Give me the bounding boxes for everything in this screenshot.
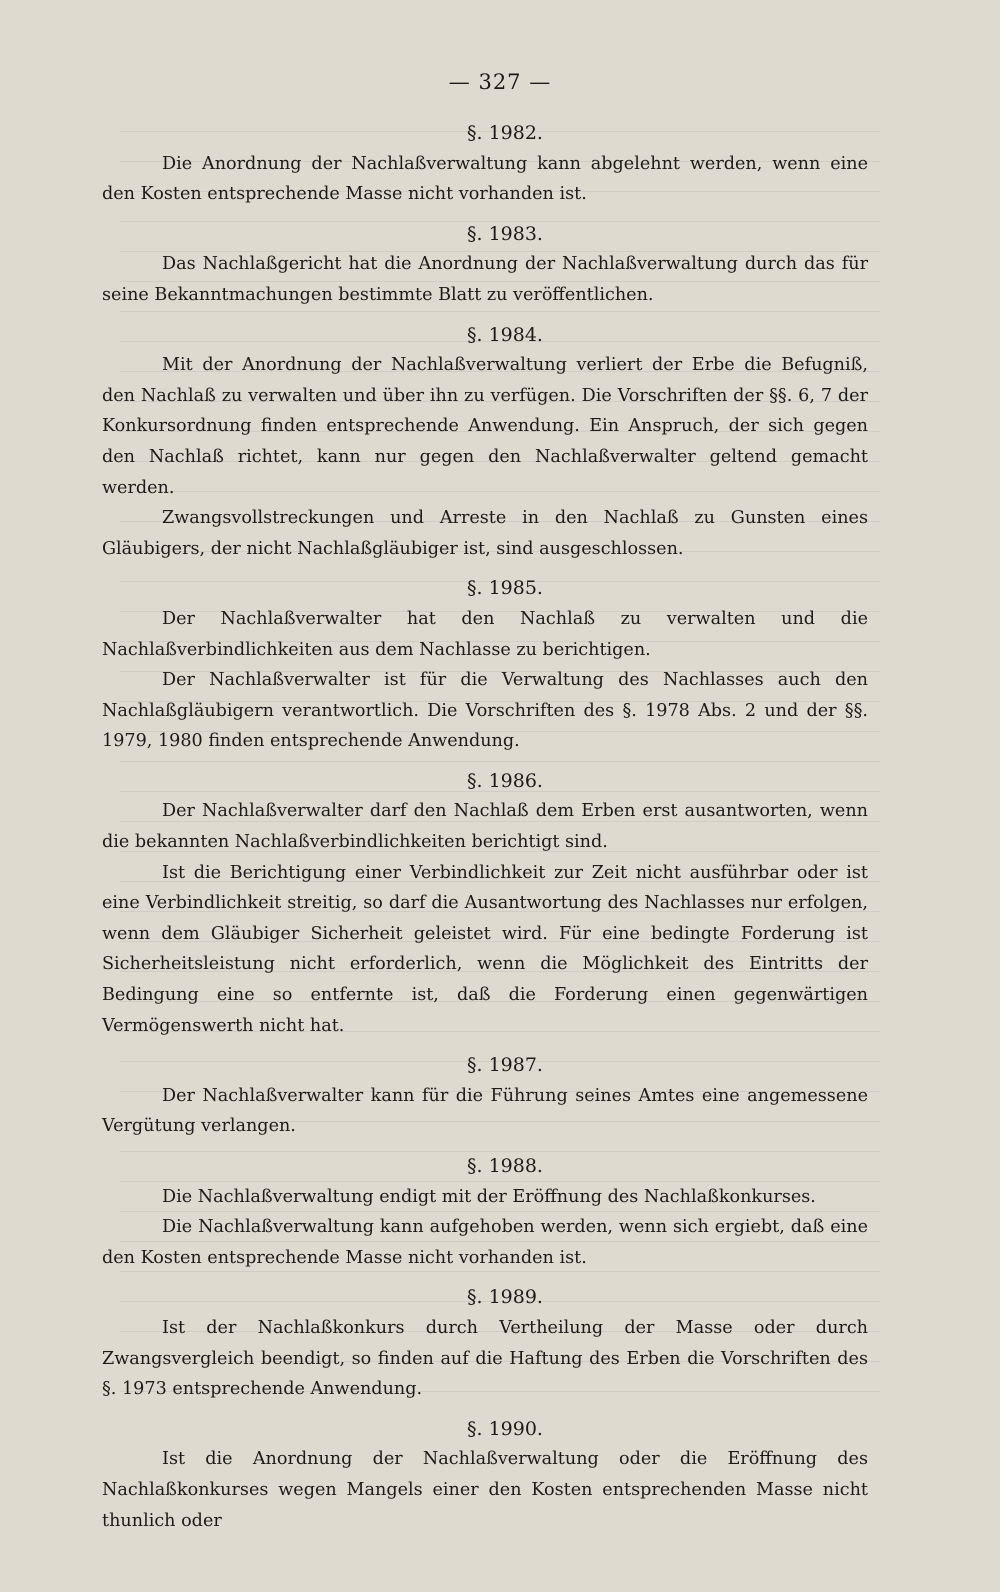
section-heading: §. 1984.	[467, 323, 543, 346]
section-paragraph: Die Nachlaßverwaltung endigt mit der Eröffnung des Nachlaßkonkurses.	[162, 1186, 816, 1207]
section	[102, 1050, 868, 1151]
section-heading: §. 1985.	[467, 577, 543, 600]
section	[102, 766, 868, 1050]
section-paragraph: Die Nachlaßverwaltung kann aufgehoben werden, wenn sich ergiebt, daß eine den Kosten entsprechende Masse nicht vorhanden ist.	[102, 1217, 868, 1268]
section	[102, 320, 868, 574]
section-paragraph: Mit der Anordnung der Nachlaßverwaltung verliert der Erbe die Befugniß, den Nachlaß zu verwalten und über ihn zu verfügen. Die Vorschriften der §§. 6, 7 der Konkursordnung finden entsprechende Anwendung. Ein Anspruch, der sich gegen den Nachlaß richtet, kann nur gegen den Nachlaßverwalter geltend gemacht werden.	[102, 355, 868, 498]
section-paragraph: Der Nachlaßverwalter kann für die Führung seines Amtes eine angemessene Vergütung verlangen.	[102, 1085, 868, 1137]
section	[102, 1282, 868, 1413]
section-paragraph: Das Nachlaßgericht hat die Anordnung der Nachlaßverwaltung durch das für seine Bekanntmachungen bestimmte Blatt zu veröffentlichen.	[102, 254, 868, 305]
section	[102, 118, 868, 219]
section-paragraph: Zwangsvollstreckungen und Arreste in den Nachlaß zu Gunsten eines Gläubigers, der nicht Nachlaßgläubiger ist, sind ausgeschlossen.	[102, 508, 868, 559]
page-body	[102, 118, 868, 1545]
section-paragraph: Der Nachlaßverwalter ist für die Verwaltung des Nachlasses auch den Nachlaßgläubigern verantwortlich. Die Vorschriften des §. 1978 Abs. 2 und der §§. 1979, 1980 finden entsprechende Anwendung.	[102, 670, 868, 752]
page-number: — 327 —	[448, 70, 552, 94]
section-paragraph: Die Anordnung der Nachlaßverwaltung kann abgelehnt werden, wenn eine den Kosten entsprechende Masse nicht vorhanden ist.	[102, 153, 868, 205]
section-heading: §. 1989.	[467, 1286, 543, 1309]
section-heading: §. 1990.	[467, 1417, 543, 1440]
section-heading: §. 1988.	[467, 1155, 543, 1177]
section-heading: §. 1986.	[467, 769, 543, 792]
section-paragraph: Ist der Nachlaßkonkurs durch Vertheilung der Masse oder durch Zwangsvergleich beendigt, so finden auf die Haftung des Erben die Vorschriften des §. 1973 entsprechende Anwendung.	[102, 1317, 868, 1400]
section-paragraph: Der Nachlaßverwalter hat den Nachlaß zu verwalten und die Nachlaßverbindlichkeiten aus dem Nachlasse zu berichtigen.	[102, 608, 868, 660]
section-heading: §. 1983.	[467, 222, 543, 245]
section	[102, 573, 868, 766]
section	[102, 219, 868, 320]
section	[102, 1151, 868, 1282]
section-paragraph: Ist die Berichtigung einer Verbindlichkeit zur Zeit nicht ausführbar oder ist eine Verbindlichkeit streitig, so darf die Ausantwortung des Nachlasses nur erfolgen, wenn dem Gläubiger Sicherheit geleistet wird. Für eine bedingte Forderung ist Sicherheitsleistung nicht erforderlich, wenn die Möglichkeit des Eintritts der Bedingung eine so entfernte ist, daß die Forderung einen gegenwärtigen Vermögenswerth nicht hat.	[102, 862, 868, 1036]
section-heading: §. 1987.	[467, 1054, 543, 1077]
section-heading: §. 1982.	[467, 122, 543, 144]
section-paragraph: Ist die Anordnung der Nachlaßverwaltung oder die Eröffnung des Nachlaßkonkurses wegen Mangels einer den Kosten entsprechenden Masse nicht thunlich oder	[102, 1449, 868, 1531]
section	[102, 1414, 868, 1545]
section-paragraph: Der Nachlaßverwalter darf den Nachlaß dem Erben erst ausantworten, wenn die bekannten Nachlaßverbindlichkeiten berichtigt sind.	[102, 801, 868, 853]
